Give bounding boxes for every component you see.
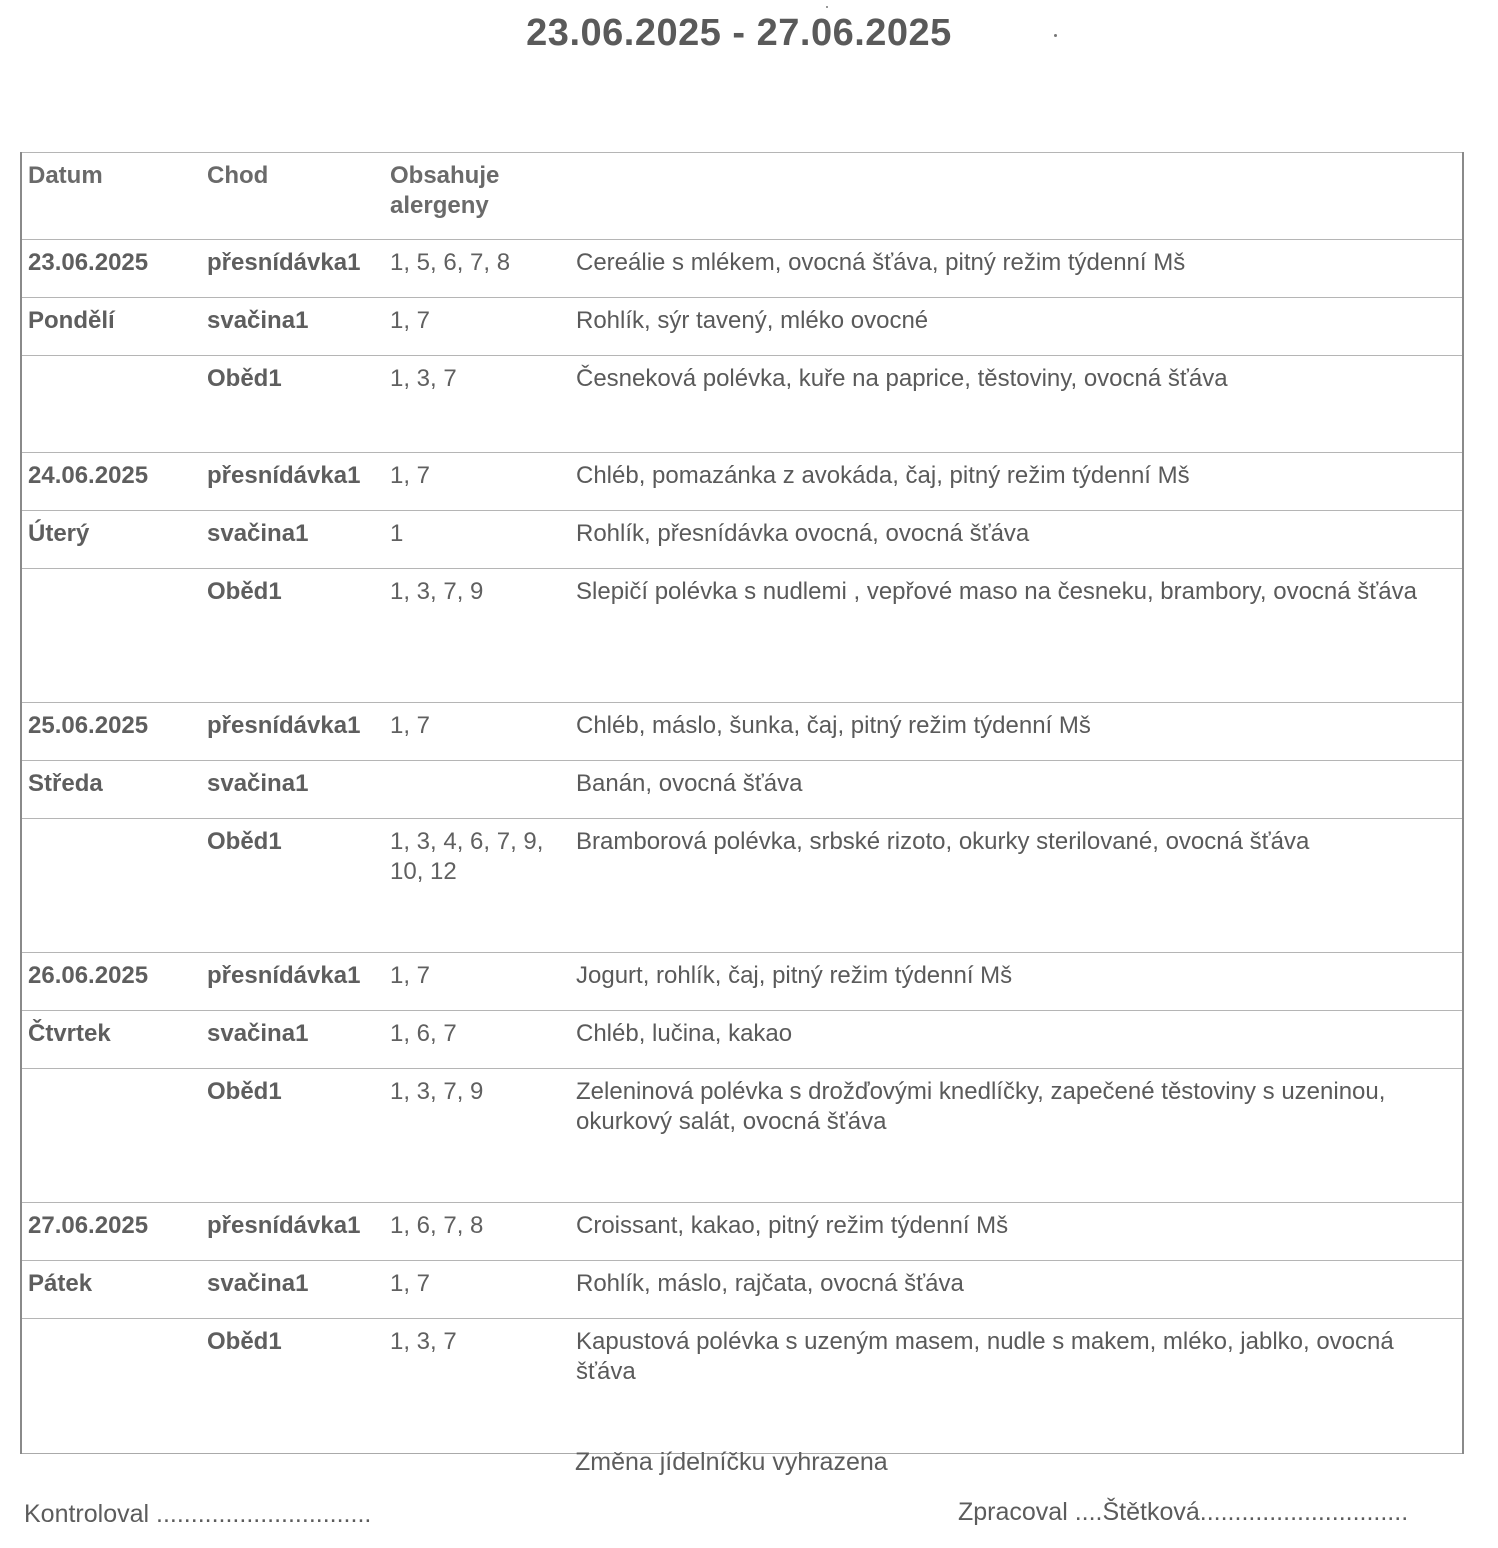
row-date xyxy=(21,356,201,453)
row-description: Chléb, pomazánka z avokáda, čaj, pitný režim týdenní Mš xyxy=(570,453,1463,511)
row-date: 25.06.2025 xyxy=(21,703,201,761)
row-date: Úterý xyxy=(21,511,201,569)
row-course: Oběd1 xyxy=(201,356,384,453)
row-course: svačina1 xyxy=(201,511,384,569)
row-description: Kapustová polévka s uzeným masem, nudle s makem, mléko, jablko, ovocná šťáva xyxy=(570,1319,1463,1454)
scan-speck xyxy=(1054,34,1057,37)
menu-table xyxy=(20,152,1464,1454)
row-date xyxy=(21,1319,201,1454)
row-date: 27.06.2025 xyxy=(21,1203,201,1261)
row-description: Rohlík, sýr tavený, mléko ovocné xyxy=(570,298,1463,356)
table-row xyxy=(21,356,1463,453)
row-course: Oběd1 xyxy=(201,1069,384,1203)
row-date xyxy=(21,819,201,953)
prepared-by-signature-line: Zpracoval ....Štětková.............................. xyxy=(958,1498,1409,1526)
table-row xyxy=(21,298,1463,356)
row-description: Zeleninová polévka s drožďovými knedlíčky, zapečené těstoviny s uzeninou, okurkový salát, ovocná šťáva xyxy=(570,1069,1463,1203)
row-course: svačina1 xyxy=(201,298,384,356)
row-allergens: 1, 7 xyxy=(384,1261,570,1319)
row-description: Banán, ovocná šťáva xyxy=(570,761,1463,819)
row-allergens: 1, 3, 7 xyxy=(384,1319,570,1454)
table-row xyxy=(21,240,1463,298)
row-description: Rohlík, máslo, rajčata, ovocná šťáva xyxy=(570,1261,1463,1319)
row-allergens: 1, 6, 7, 8 xyxy=(384,1203,570,1261)
row-course: Oběd1 xyxy=(201,569,384,703)
row-course: svačina1 xyxy=(201,1261,384,1319)
row-allergens: 1, 7 xyxy=(384,703,570,761)
row-description: Bramborová polévka, srbské rizoto, okurky sterilované, ovocná šťáva xyxy=(570,819,1463,953)
row-date: Pondělí xyxy=(21,298,201,356)
menu-change-note: Změna jídelníčku vyhrazena xyxy=(575,1448,888,1476)
table-row xyxy=(21,453,1463,511)
row-allergens: 1, 6, 7 xyxy=(384,1011,570,1069)
row-description: Chléb, máslo, šunka, čaj, pitný režim týdenní Mš xyxy=(570,703,1463,761)
row-allergens: 1, 7 xyxy=(384,298,570,356)
header-date: Datum xyxy=(21,153,201,240)
row-date: Čtvrtek xyxy=(21,1011,201,1069)
table-row xyxy=(21,569,1463,703)
page-title: 23.06.2025 - 27.06.2025 xyxy=(526,12,952,54)
row-description: Jogurt, rohlík, čaj, pitný režim týdenní Mš xyxy=(570,953,1463,1011)
table-row xyxy=(21,819,1463,953)
row-description: Cereálie s mlékem, ovocná šťáva, pitný režim týdenní Mš xyxy=(570,240,1463,298)
row-course: přesnídávka1 xyxy=(201,953,384,1011)
header-allergens: Obsahuje alergeny xyxy=(384,153,570,240)
row-date xyxy=(21,569,201,703)
row-course: přesnídávka1 xyxy=(201,240,384,298)
row-description: Croissant, kakao, pitný režim týdenní Mš xyxy=(570,1203,1463,1261)
row-allergens: 1, 3, 7, 9 xyxy=(384,1069,570,1203)
scan-speck xyxy=(826,6,828,8)
row-description: Česneková polévka, kuře na paprice, těstoviny, ovocná šťáva xyxy=(570,356,1463,453)
row-course: přesnídávka1 xyxy=(201,703,384,761)
header-course: Chod xyxy=(201,153,384,240)
table-row xyxy=(21,1011,1463,1069)
table-row xyxy=(21,953,1463,1011)
row-date: 23.06.2025 xyxy=(21,240,201,298)
row-date: Pátek xyxy=(21,1261,201,1319)
row-description: Chléb, lučina, kakao xyxy=(570,1011,1463,1069)
row-course: svačina1 xyxy=(201,1011,384,1069)
table-row xyxy=(21,703,1463,761)
row-course: svačina1 xyxy=(201,761,384,819)
row-allergens: 1 xyxy=(384,511,570,569)
table-row xyxy=(21,511,1463,569)
row-allergens: 1, 7 xyxy=(384,453,570,511)
table-header-row xyxy=(21,153,1463,240)
table-row xyxy=(21,1319,1463,1454)
row-allergens: 1, 7 xyxy=(384,953,570,1011)
row-course: Oběd1 xyxy=(201,1319,384,1454)
row-course: přesnídávka1 xyxy=(201,1203,384,1261)
table-row xyxy=(21,1261,1463,1319)
row-allergens xyxy=(384,761,570,819)
row-description: Rohlík, přesnídávka ovocná, ovocná šťáva xyxy=(570,511,1463,569)
row-allergens: 1, 5, 6, 7, 8 xyxy=(384,240,570,298)
row-allergens: 1, 3, 7 xyxy=(384,356,570,453)
header-description xyxy=(570,153,1463,240)
row-date: 24.06.2025 xyxy=(21,453,201,511)
table-row xyxy=(21,1203,1463,1261)
table-row xyxy=(21,1069,1463,1203)
table-row xyxy=(21,761,1463,819)
row-course: Oběd1 xyxy=(201,819,384,953)
row-date: 26.06.2025 xyxy=(21,953,201,1011)
row-allergens: 1, 3, 7, 9 xyxy=(384,569,570,703)
checked-by-signature-line: Kontroloval ............................... xyxy=(24,1500,372,1528)
row-course: přesnídávka1 xyxy=(201,453,384,511)
row-allergens: 1, 3, 4, 6, 7, 9, 10, 12 xyxy=(384,819,570,953)
row-date: Středa xyxy=(21,761,201,819)
row-description: Slepičí polévka s nudlemi , vepřové maso na česneku, brambory, ovocná šťáva xyxy=(570,569,1463,703)
row-date xyxy=(21,1069,201,1203)
